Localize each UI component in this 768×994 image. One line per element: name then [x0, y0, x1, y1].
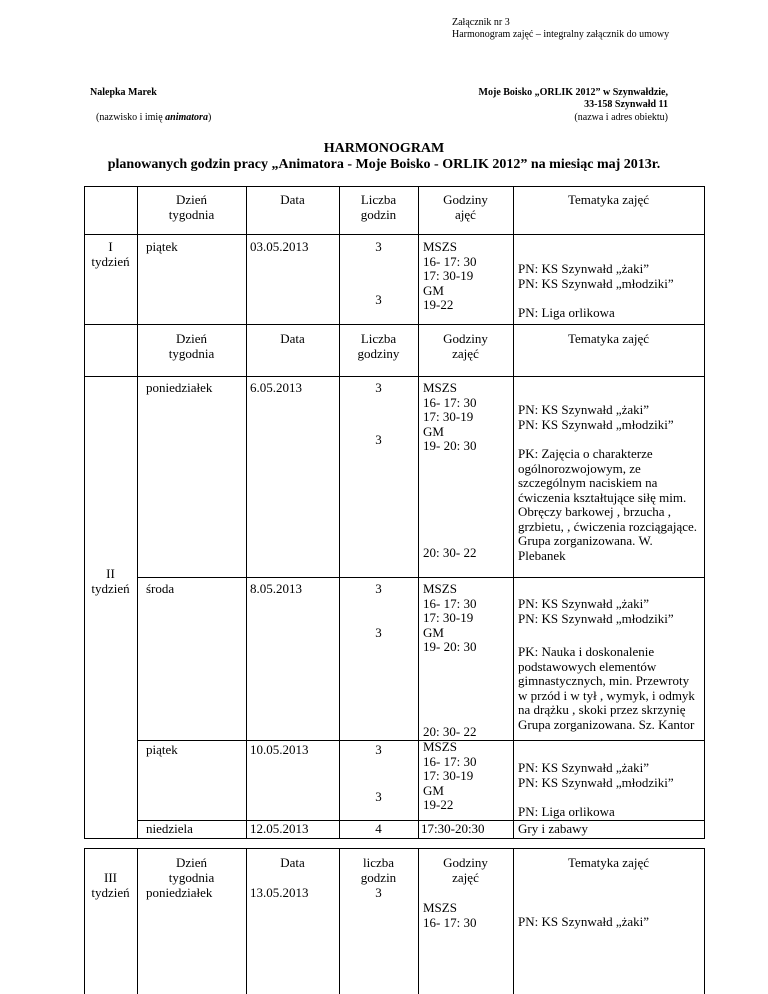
w3-row-hours-1: 3 [375, 885, 382, 900]
w2-row2-topic-1: PN: KS Szynwałd „żaki” PN: KS Szynwałd „młodziki” [518, 596, 674, 626]
w2-row3-day: piątek [146, 742, 178, 757]
w3-row-times: MSZS 16- 17: 30 [423, 900, 477, 930]
w1-header-topic: Tematyka zajęć [567, 192, 649, 207]
w1-header-date: Data [280, 192, 305, 207]
w2-row2-times-extra: 20: 30- 22 [423, 724, 477, 739]
w2-header-topic: Tematyka zajęć [567, 331, 649, 346]
w2-row3-hours-1: 3 [375, 742, 382, 757]
w2-row4-day: niedziela [146, 821, 193, 836]
w2-row3-times: MSZS 16- 17: 30 17: 30-19 GM 19-22 [423, 739, 477, 812]
w1-row-hours-2: 3 [375, 292, 382, 307]
w2-row1-date: 6.05.2013 [250, 380, 302, 395]
w1-row-day: piątek [146, 239, 178, 254]
w2-header-hours: Liczba godziny [357, 331, 400, 361]
w2-week-label: II tydzień [91, 566, 130, 596]
w2-row4-date: 12.05.2013 [250, 821, 309, 836]
w2-row3-topic-2: PN: Liga orlikowa [518, 804, 615, 819]
w3-header-hours: liczba godzin [360, 855, 397, 885]
w3-header-topic: Tematyka zajęć [567, 855, 649, 870]
facility-caption: (nazwa i adres obiektu) [574, 112, 668, 123]
w3-header-times: Godziny zajęć [443, 855, 488, 885]
w2-header-times: Godziny zajęć [443, 331, 488, 361]
w3-row-topic-1: PN: KS Szynwałd „żaki” [518, 914, 650, 929]
w2-row2-day: środa [146, 581, 175, 596]
w3-row-date: 13.05.2013 [250, 885, 309, 900]
w1-header-hours: Liczba godzin [360, 192, 397, 222]
w2-row1-hours-2: 3 [375, 432, 382, 447]
w2-row2-hours-2: 3 [375, 625, 382, 640]
w2-row3-topic-1: PN: KS Szynwałd „żaki” PN: KS Szynwałd „młodziki” [518, 760, 674, 790]
w2-row1-times: MSZS 16- 17: 30 17: 30-19 GM 19- 20: 30 [423, 380, 477, 453]
w2-row3-date: 10.05.2013 [250, 742, 309, 757]
w2-row4-topic-1: Gry i zabawy [518, 821, 589, 836]
w1-header-times: Godziny ajęć [443, 192, 488, 222]
w2-row1-topic-1: PN: KS Szynwałd „żaki” PN: KS Szynwałd „młodziki” [518, 402, 674, 432]
annex-line-1: Załącznik nr 3 [452, 17, 510, 28]
animator-name: Nalepka Marek [90, 87, 157, 98]
title-line-2: planowanych godzin pracy „Animatora - Moje Boisko - ORLIK 2012” na miesiąc maj 2013r. [107, 157, 661, 172]
w1-row-times: MSZS 16- 17: 30 17: 30-19 GM 19-22 [423, 239, 477, 312]
w2-row2-date: 8.05.2013 [250, 581, 302, 596]
w1-row-topic-1: PN: KS Szynwałd „żaki” PN: KS Szynwałd „młodziki” [518, 261, 674, 291]
w3-header-day: Dzień tygodnia [168, 855, 215, 885]
w2-row2-times: MSZS 16- 17: 30 17: 30-19 GM 19- 20: 30 [423, 581, 477, 654]
w2-header-day: Dzień tygodnia [168, 331, 215, 361]
animator-caption: (nazwisko i imię animatora) [96, 112, 212, 123]
w1-row-hours-1: 3 [375, 239, 382, 254]
w3-row-day: poniedziałek [146, 885, 213, 900]
facility-line-1: Moje Boisko „ORLIK 2012” w Szynwałdzie, [478, 87, 668, 98]
w1-header-day: Dzień tygodnia [168, 192, 215, 222]
w1-row-topic-2: PN: Liga orlikowa [518, 305, 615, 320]
w2-row1-hours-1: 3 [375, 380, 382, 395]
title-line-1: HARMONOGRAM [323, 141, 445, 156]
w2-row1-day: poniedziałek [146, 380, 213, 395]
annex-line-2: Harmonogram zajęć – integralny załącznik do umowy [452, 29, 670, 40]
w2-row2-hours-1: 3 [375, 581, 382, 596]
w2-row4-times: 17:30-20:30 [421, 821, 485, 836]
w2-row1-times-extra: 20: 30- 22 [423, 545, 477, 560]
w3-header-date: Data [280, 855, 305, 870]
w1-row-date: 03.05.2013 [250, 239, 309, 254]
w2-row4-hours-1: 4 [375, 821, 382, 836]
w3-week-label: III tydzień [91, 870, 130, 900]
w2-row2-topic-2: PK: Nauka i doskonalenie podstawowych elementów gimnastycznych, min. Przewroty w przód i w tył , wymyk, i odmyk na drążku , skoki przez skrzynię Grupa zorganizowana. Sz. Kantor [518, 644, 695, 732]
facility-line-2: 33-158 Szynwałd 11 [584, 99, 668, 110]
w2-row3-hours-2: 3 [375, 789, 382, 804]
w2-row1-topic-2: PK: Zajęcia o charakterze ogólnorozwojowym, ze szczególnym naciskiem na ćwiczenia kształtujące siłę mim. Obręczy barkowej , brzucha , grzbietu, , ćwiczenia rozciągające. Grupa zorganizowana. W. Plebanek [518, 446, 697, 563]
w1-week-label: I tydzień [91, 239, 130, 269]
w2-header-date: Data [280, 331, 305, 346]
